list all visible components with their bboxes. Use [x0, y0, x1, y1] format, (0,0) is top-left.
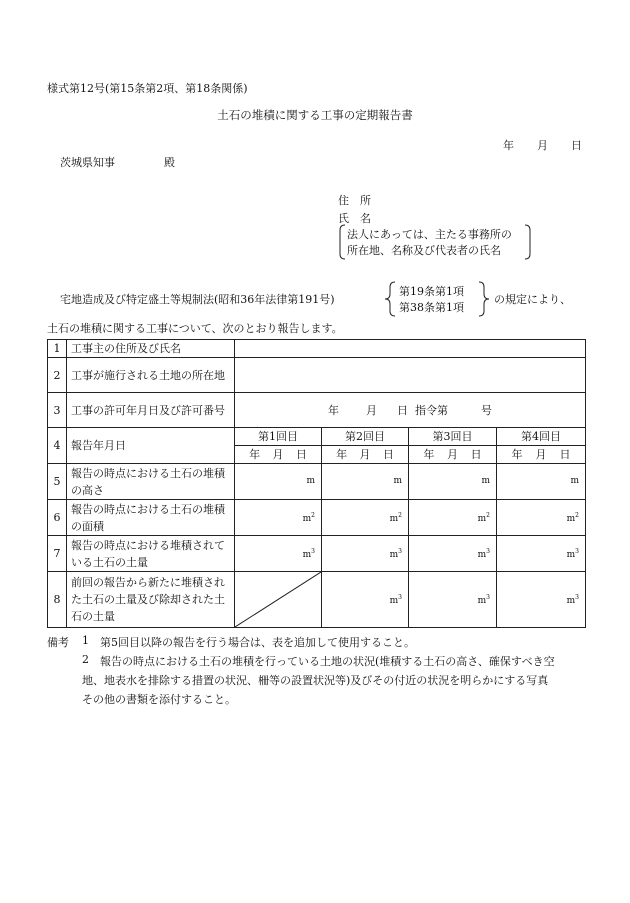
report-date-cell-4[interactable] [497, 446, 586, 464]
row-label: 報告の時点における土石の堆積の面積 [67, 500, 235, 536]
row-number: 4 [48, 428, 67, 464]
unit-exp: 3 [398, 594, 402, 601]
report-date-cell-2[interactable] [322, 446, 409, 464]
remark-1-text: 第5回目以降の報告を行う場合は、表を追加して使用すること。 [100, 636, 415, 649]
page-title: 土石の堆積に関する工事の定期報告書 [217, 108, 413, 122]
unit-m: m [570, 476, 579, 486]
table-row [48, 428, 586, 446]
volume-cell-4[interactable] [497, 536, 586, 572]
unit-exp: 3 [311, 548, 315, 555]
unit-m3: m [566, 550, 576, 560]
unit-m3: m [477, 550, 487, 560]
row-number: 7 [48, 536, 67, 572]
form-number: 様式第12号(第15条第2項、第18条関係) [47, 82, 248, 95]
volume-cell-1[interactable] [235, 536, 322, 572]
permit-suffix-label: 号 [481, 403, 492, 417]
location-input-cell[interactable] [235, 358, 586, 393]
date-day-label: 日 [571, 139, 582, 152]
month-label: 月 [359, 448, 371, 461]
table-row [48, 536, 586, 572]
owner-input-cell[interactable] [235, 340, 586, 358]
added-volume-cell-4[interactable] [497, 572, 586, 628]
unit-m2: m [389, 514, 399, 524]
unit-exp: 3 [575, 548, 579, 555]
unit-m3: m [477, 596, 487, 606]
unit-exp: 3 [398, 548, 402, 555]
article-1: 第19条第1項 [399, 285, 464, 298]
row-label: 報告の時点における堆積されている土石の土量 [67, 536, 235, 572]
unit-m3: m [302, 550, 312, 560]
table-row [48, 358, 586, 393]
permit-prefix-label: 指令第 [415, 403, 448, 417]
added-volume-cell-2[interactable] [322, 572, 409, 628]
year-label: 年 [336, 448, 348, 461]
added-volume-cell-3[interactable] [409, 572, 497, 628]
height-cell-3[interactable] [409, 464, 497, 500]
diagonal-line [235, 572, 321, 627]
unit-m3: m [389, 550, 399, 560]
report-date-cell-1[interactable] [235, 446, 322, 464]
remark-2-line3: その他の書類を添付すること。 [82, 693, 236, 706]
table-row [48, 464, 586, 500]
unit-m2: m [477, 514, 487, 524]
report-date-cell-3[interactable] [409, 446, 497, 464]
corporate-note-line2: 所在地、名称及び代表者の氏名 [347, 244, 501, 257]
row-number: 2 [48, 358, 67, 393]
statement-suffix: の規定により、 [494, 293, 571, 306]
unit-exp: 2 [398, 512, 402, 519]
corporate-note [338, 224, 532, 260]
year-label: 年 [423, 448, 435, 461]
table-row [48, 572, 586, 628]
month-label: 月 [272, 448, 284, 461]
unit-exp: 3 [486, 548, 490, 555]
remark-2-line2: 地、地表水を排除する措置の状況、柵等の設置状況等)及びその付近の状況を明らかにする写真 [82, 674, 549, 687]
corporate-note-line1: 法人にあっては、主たる事務所の [347, 228, 512, 241]
row-number: 8 [48, 572, 67, 628]
volume-cell-2[interactable] [322, 536, 409, 572]
unit-m2: m [302, 514, 312, 524]
height-cell-2[interactable] [322, 464, 409, 500]
unit-m: m [481, 476, 490, 486]
row-number: 1 [48, 340, 67, 358]
day-label: 日 [559, 448, 571, 461]
row-label: 工事の許可年月日及び許可番号 [67, 393, 235, 428]
area-cell-2[interactable] [322, 500, 409, 536]
statement-line2: 土石の堆積に関する工事について、次のとおり報告します。 [47, 322, 343, 335]
address-label: 住 所 [338, 194, 371, 207]
height-cell-4[interactable] [497, 464, 586, 500]
row-label: 報告の時点における土石の堆積の高さ [67, 464, 235, 500]
date-month-label: 月 [537, 139, 548, 152]
area-cell-3[interactable] [409, 500, 497, 536]
row-number: 5 [48, 464, 67, 500]
remark-1-number: 1 [82, 634, 89, 647]
permit-year-label: 年 [328, 403, 339, 417]
table-row [48, 500, 586, 536]
table-row [48, 393, 586, 428]
unit-exp: 3 [486, 594, 490, 601]
unit-m3: m [389, 596, 399, 606]
row-number: 3 [48, 393, 67, 428]
remark-2-number: 2 [82, 653, 89, 666]
row-label: 前回の報告から新たに堆積された土石の土量及び除却された土石の土量 [67, 572, 235, 628]
unit-exp: 2 [575, 512, 579, 519]
unit-exp: 2 [486, 512, 490, 519]
row-number: 6 [48, 500, 67, 536]
height-cell-1[interactable] [235, 464, 322, 500]
row-label: 報告年月日 [67, 428, 235, 464]
report-table [47, 339, 586, 628]
day-label: 日 [295, 448, 307, 461]
row-label: 工事主の住所及び氏名 [67, 340, 235, 358]
report-header-4: 第4回目 [497, 428, 586, 446]
year-label: 年 [511, 448, 523, 461]
unit-m: m [306, 476, 315, 486]
article-reference [382, 281, 492, 317]
row-label: 工事が施行される土地の所在地 [67, 358, 235, 393]
month-label: 月 [446, 448, 458, 461]
remarks-label: 備考 [47, 636, 69, 649]
unit-exp: 2 [311, 512, 315, 519]
table-row [48, 340, 586, 358]
area-cell-1[interactable] [235, 500, 322, 536]
unit-m3: m [566, 596, 576, 606]
law-name: 宅地造成及び特定盛土等規制法(昭和36年法律第191号) [60, 293, 335, 306]
volume-cell-3[interactable] [409, 536, 497, 572]
honorific: 殿 [164, 156, 175, 169]
year-label: 年 [249, 448, 261, 461]
article-2: 第38条第1項 [399, 301, 464, 314]
permit-day-label: 日 [397, 403, 408, 417]
day-label: 日 [382, 448, 394, 461]
day-label: 日 [470, 448, 482, 461]
remark-2-line1: 報告の時点における土石の堆積を行っている土地の状況(堆積する土石の高さ、確保すべき空 [100, 655, 555, 668]
report-header-2: 第2回目 [322, 428, 409, 446]
month-label: 月 [535, 448, 547, 461]
permit-month-label: 月 [366, 403, 377, 417]
area-cell-4[interactable] [497, 500, 586, 536]
unit-m2: m [566, 514, 576, 524]
unit-exp: 3 [575, 594, 579, 601]
permit-input-cell[interactable] [235, 393, 586, 428]
unit-m: m [393, 476, 402, 486]
report-header-3: 第3回目 [409, 428, 497, 446]
date-year-label: 年 [503, 139, 514, 152]
name-label: 氏 名 [338, 212, 371, 225]
addressee: 茨城県知事 [60, 156, 115, 169]
diagonal-cell [235, 572, 322, 628]
report-header-1: 第1回目 [235, 428, 322, 446]
